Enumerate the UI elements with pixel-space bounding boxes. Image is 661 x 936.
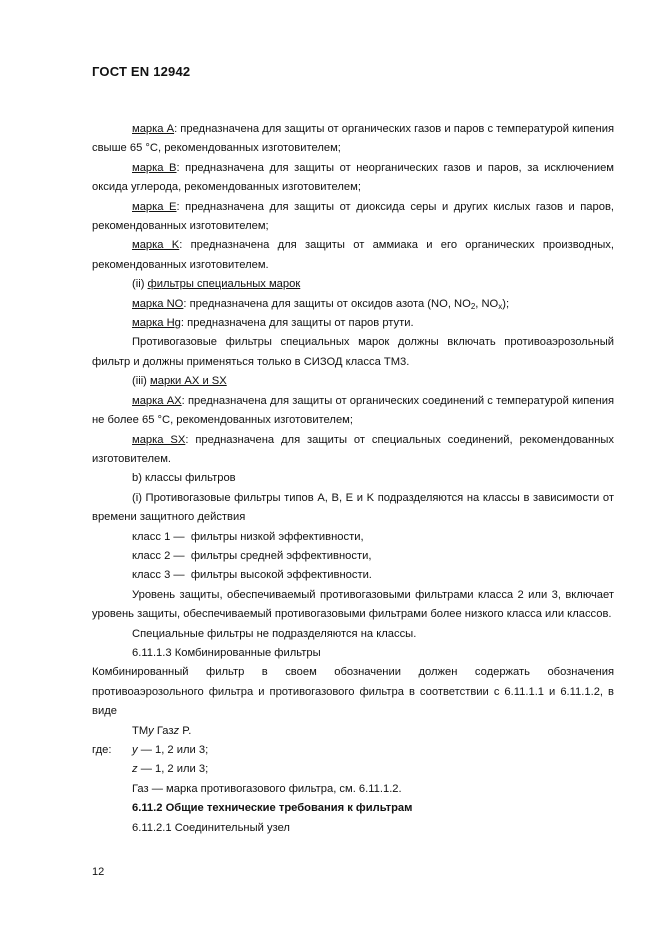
mark-no-text-c: ); [502,297,510,310]
document-header: ГОСТ EN 12942 [92,64,191,79]
subsection-combined-filters: 6.11.1.3 Комбинированные фильтры [132,646,321,659]
paragraph-class-division: (i) Противогазовые фильтры типов A, B, E и K подразделяются на классы в зависимости от времени защитного действия [92,491,614,524]
paragraph-mark-a [92,120,614,159]
formula-var-z: z [173,724,180,737]
mark-no-sub1: 2 [470,301,476,311]
mark-b-text: : предназначена для защиты от неорганических газов и паров, за исключением оксида углерода, рекомендованных изготовителем; [92,161,614,194]
mark-hg-text: : предназначена для защиты от паров ртути. [180,317,414,330]
mark-no-sub2: x [498,301,503,311]
mark-b-label: марка B [132,161,177,174]
paragraph-combined-designation: Комбинированный фильтр в своем обозначении должен содержать обозначения противоаэрозольного фильтра и противогазового фильтра в соответствии с 6.11.1.1 и 6.11.1.2, в виде [92,666,614,718]
paragraph-mark-no [92,295,614,314]
where-y-text: — 1, 2 или 3; [137,744,209,756]
mark-e-text: : предназначена для защиты от диоксида серы и других кислых газов и паров, рекомендованных изготовителем; [92,200,614,233]
mark-k-text: : предназначена для защиты от аммиака и его органических производных, рекомендованных изготовителем. [92,239,614,271]
paragraph-special-filters [92,275,614,294]
paragraph-special-no-classes: Специальные фильтры не подразделяются на классы. [132,627,417,640]
ax-sx-heading: марки AX и SX [150,375,227,388]
where-var-y: y [132,744,138,756]
paragraph-mark-b [92,159,614,198]
section-title: 6.11.2 Общие технические требования к фильтрам [132,802,413,815]
paragraph-mark-sx [92,431,614,470]
mark-hg-label: марка Hg [132,317,181,330]
paragraph-mark-ax [92,392,614,431]
class-2-label: класс 2 — [132,549,185,562]
where-var-z: z [132,763,138,776]
mark-no-label: марка NO [132,297,184,310]
formula-part-p: P. [179,724,192,737]
mark-k-label: марка K [132,239,180,252]
where-line-1 [92,741,614,760]
paragraph-mark-hg [92,314,614,333]
mark-e-label: марка E [132,200,177,213]
mark-no-text-b: , NO [475,297,499,310]
where-label: где: [92,744,112,756]
special-prefix: (ii) [132,278,148,291]
paragraph-filter-classes: b) классы фильтров [132,472,236,485]
class-item-2 [92,547,614,566]
mark-a-label: марка A [132,123,175,135]
class-3-label: класс 3 — [132,569,185,582]
paragraph-ax-sx [92,372,614,391]
mark-no-text-a: : предназначена для защиты от оксидов азота (NO, NO [183,297,471,310]
paragraph-mark-k [92,236,614,275]
mark-ax-text: : предназначена для защиты от органических соединений с температурой кипения не более 65 °С, рекомендованных изготовителем; [92,394,614,427]
class-2-desc: фильтры средней эффективности, [190,549,372,562]
formula-var-y: y [148,724,154,737]
where-line-3: Газ — марка противогазового фильтра, см. 6.11.1.2. [132,782,402,795]
where-line-2 [92,760,614,779]
document-body [92,120,614,838]
formula-part-tm: ТМ [132,724,149,737]
paragraph-protection-level: Уровень защиты, обеспечиваемый противогазовыми фильтрами класса 2 или 3, включает уровень защиты, обеспечиваемый противогазовыми фильтрами более низкого класса или классов. [92,588,614,621]
where-y [132,741,208,760]
class-item-3 [92,566,614,585]
where-z-text: — 1, 2 или 3; [137,763,209,776]
mark-sx-text: : предназначена для защиты от специальных соединений, рекомендованных изготовителем. [92,433,615,465]
special-heading: фильтры специальных марок [147,278,301,291]
class-1-desc: фильтры низкой эффективности, [190,530,364,543]
ax-sx-prefix: (iii) [132,375,151,388]
paragraph-special-requirement: Противогазовые фильтры специальных марок должны включать противоаэрозольный фильтр и должны применяться только в СИЗОД класса ТМ3. [92,336,614,368]
paragraph-mark-e [92,198,614,237]
mark-ax-label: марка AX [132,394,182,407]
subsection-connector: 6.11.2.1 Соединительный узел [132,821,290,834]
class-1-label: класс 1 — [132,530,185,543]
mark-a-text: : предназначена для защиты от органических газов и паров с температурой кипения свыше 65 °С, рекомендованных изготовителем; [92,123,614,155]
mark-sx-label: марка SX [132,433,186,446]
formula-part-gas: Газ [153,724,174,737]
designation-formula [92,722,614,741]
class-item-1 [92,528,614,547]
page-number: 12 [92,866,105,878]
class-3-desc: фильтры высокой эффективности. [190,569,372,582]
